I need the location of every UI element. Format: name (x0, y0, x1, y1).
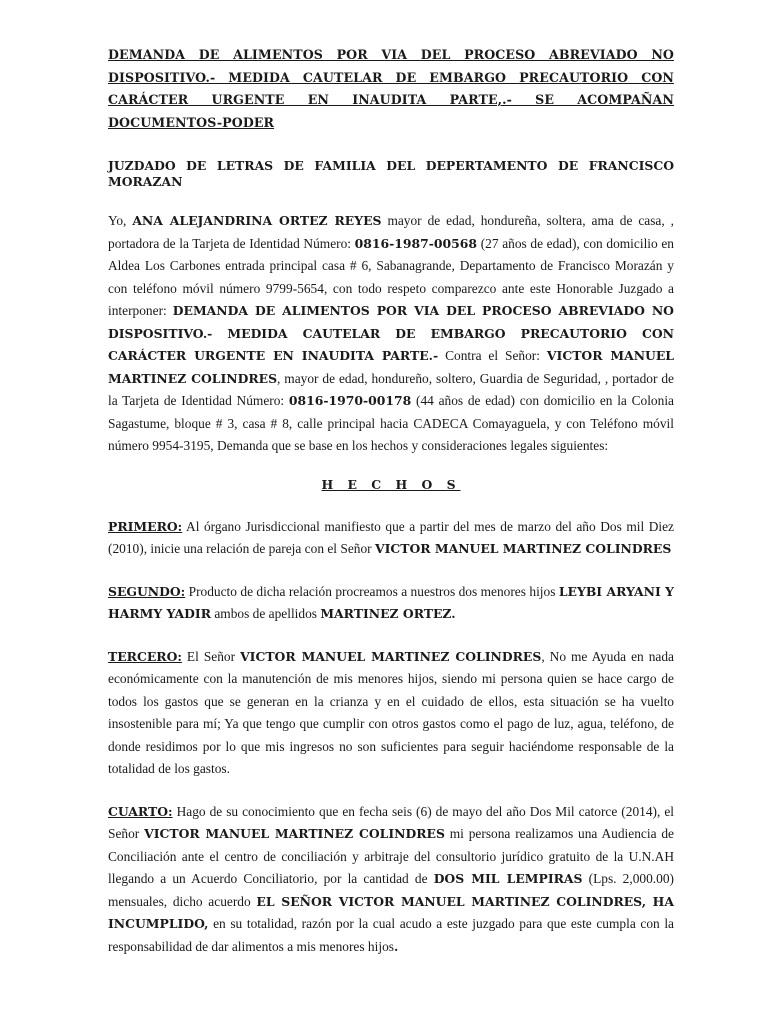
court-heading: JUZDADO DE LETRAS DE FAMILIA DEL DEPERTAMENTO DE FRANCISCO MORAZAN (108, 158, 674, 189)
defendant-id-number: 0816-1970-00178 (288, 393, 412, 408)
fact-text: Hago de su conocimiento que en fecha seis (6) de mayo del año Dos Mil catorce (2014), el Señor (108, 803, 674, 841)
fact-bold-text: MARTINEZ ORTEZ. (320, 606, 456, 621)
fact-bold-text: . (393, 938, 399, 954)
claim-title: DEMANDA DE ALIMENTOS POR VIA DEL PROCESO ABREVIADO NO DISPOSITIVO.- MEDIDA CAUTELAR DE EMBARGO PRECAUTORIO CON CARÁCTER URGENTE EN INAUDITA PARTE.- (108, 303, 674, 363)
fact-label: SEGUNDO: (108, 583, 186, 599)
fact-bold-text: DOS MIL LEMPIRAS (433, 871, 583, 886)
document-page (108, 44, 674, 958)
fact-bold-text: EL SEÑOR VICTOR MANUEL MARTINEZ COLINDRES, HA INCUMPLIDO, (108, 893, 675, 931)
fact-bold-text: VICTOR MANUEL MARTINEZ COLINDRES (240, 648, 542, 664)
fact-segundo (108, 581, 674, 626)
fact-label: PRIMERO: (108, 518, 183, 534)
fact-text: (Lps. 2,000.00) mensuales, dicho acuerdo (108, 871, 675, 909)
fact-text: en su totalidad, razón por la cual acudo a este juzgado para que este cumpla con la responsabilidad de dar alimentos a mis menores hijos (108, 916, 674, 954)
fact-text: El Señor (181, 648, 241, 664)
intro-text: Yo, (108, 213, 133, 228)
intro-text: Contra el Señor: (438, 348, 547, 363)
fact-text: Producto de dicha relación procreamos a nuestros dos menores hijos (185, 583, 559, 599)
intro-text: (27 años de edad), con domicilio en Aldea Los Carbones entrada principal casa # 6, Sabanagrande, Departamento de Francisco Morazán y con teléfono móvil número 9799-5654, con todo respeto comparezco ante este Honorable Juzgado a interponer: (108, 235, 674, 318)
section-heading-hechos: H E C H O S (321, 476, 461, 492)
document-title: DEMANDA DE ALIMENTOS POR VIA DEL PROCESO ABREVIADO NO DISPOSITIVO.- MEDIDA CAUTELAR DE EMBARGO PRECAUTORIO CON CARÁCTER URGENTE EN INAUDITA PARTE,.- SE ACOMPAÑAN DOCUMENTOS-PODER (108, 47, 674, 130)
intro-text: , mayor de edad, hondureño, soltero, Guardia de Seguridad, , portador de la Tarjeta de Identidad Número: (108, 370, 674, 408)
fact-tercero (108, 646, 674, 781)
fact-bold-text: VICTOR MANUEL MARTINEZ COLINDRES (374, 541, 672, 556)
intro-text: mayor de edad, hondureña, soltera, ama de casa, , portadora de la Tarjeta de Identidad Número: (108, 213, 674, 251)
defendant-name: VICTOR MANUEL MARTINEZ COLINDRES (108, 348, 675, 386)
fact-label: TERCERO: (108, 648, 182, 664)
fact-primero (108, 516, 674, 561)
fact-bold-text: VICTOR MANUEL MARTINEZ COLINDRES (144, 826, 445, 841)
intro-text: (44 años de edad) con domicilio en la Colonia Sagastume, bloque # 3, casa # 8, calle principal hacia CADECA Comayaguela, y con Teléfono móvil número 9954-3195, Demanda que se base en los hechos y consideraciones legales siguientes: (108, 393, 674, 453)
fact-bold-text: LEYBI ARYANI Y HARMY YADIR (108, 583, 675, 621)
fact-text: mi persona realizamos una Audiencia de Conciliación ante el centro de conciliación y arbitraje del consultorio jurídico gratuito de la U.N.AH llegando a un Acuerdo Conciliatorio, por la cantidad de (108, 826, 674, 886)
fact-cuarto (108, 801, 674, 959)
fact-text: Al órgano Jurisdiccional manifiesto que a partir del mes de marzo del año Dos mil Diez (2010), inicie una relación de pareja con el Señor (108, 518, 674, 556)
plaintiff-id-number: 0816-1987-00568 (354, 235, 478, 251)
fact-label: CUARTO: (108, 803, 173, 819)
intro-paragraph (108, 210, 674, 458)
fact-text: ambos de apellidos (211, 606, 321, 621)
fact-text: , No me Ayuda en nada económicamente con la manutención de mis menores hijos, siendo mi persona quien se hace cargo de todos los gastos que se generan en la crianza y en el cuidado de ellos, esta situación se ha vuelto insostenible para mí; Ya que tengo que cumplir con otros gastos como el pago de luz, agua, teléfono, de donde residimos por lo que mis ingresos no son suficientes para seguir haciéndome responsable de la totalidad de los gastos. (108, 648, 674, 776)
plaintiff-name: ANA ALEJANDRINA ORTEZ REYES (132, 213, 382, 228)
